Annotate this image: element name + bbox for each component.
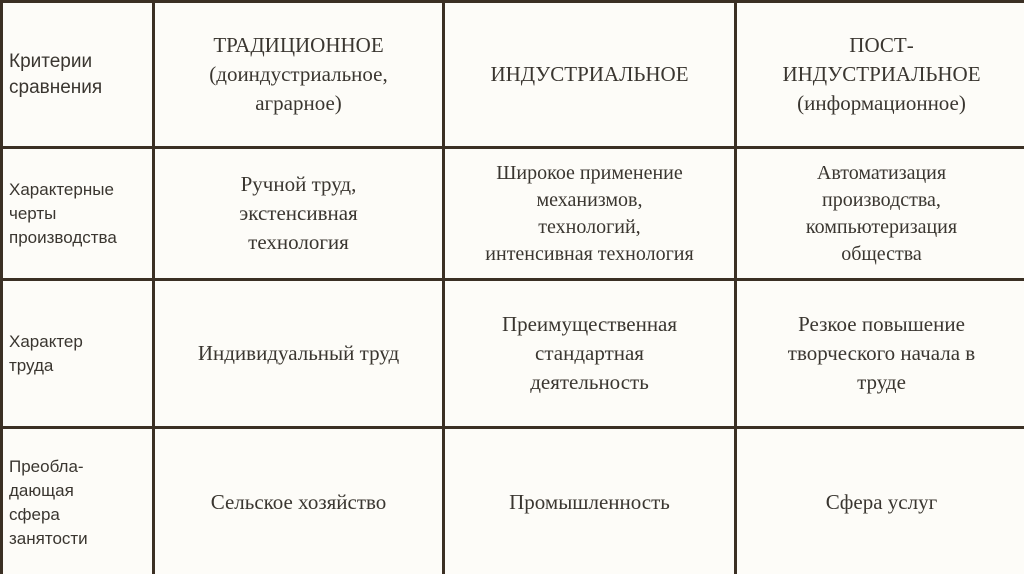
row-industrial-cell: Преимущественная стандартная деятельность (444, 280, 736, 428)
table-row (2, 428, 1024, 574)
table-row (2, 148, 1024, 280)
header-industrial-cell: ИНДУСТРИАЛЬНОЕ (444, 2, 736, 148)
row-criterion-cell: Преобла- дающая сфера занятости (2, 428, 154, 574)
row-postindustrial-cell: Сфера услуг (736, 428, 1024, 574)
row-postindustrial-cell: Автоматизация производства, компьютеризация общества (736, 148, 1024, 280)
row-traditional-cell: Сельское хозяйство (154, 428, 444, 574)
row-criterion-cell: Характерные черты производства (2, 148, 154, 280)
table-header-row (2, 2, 1024, 148)
row-industrial-cell: Промышленность (444, 428, 736, 574)
header-traditional-cell: ТРАДИЦИОННОЕ (доиндустриальное, аграрное) (154, 2, 444, 148)
header-criteria-cell: Критерии сравнения (2, 2, 154, 148)
row-traditional-cell: Ручной труд, экстенсивная технология (154, 148, 444, 280)
header-postindustrial-cell: ПОСТ- ИНДУСТРИАЛЬНОЕ (информационное) (736, 2, 1024, 148)
table-row (2, 280, 1024, 428)
row-traditional-cell: Индивидуальный труд (154, 280, 444, 428)
row-industrial-cell: Широкое применение механизмов, технологий, интенсивная технология (444, 148, 736, 280)
row-postindustrial-cell: Резкое повышение творческого начала в труде (736, 280, 1024, 428)
row-criterion-cell: Характер труда (2, 280, 154, 428)
